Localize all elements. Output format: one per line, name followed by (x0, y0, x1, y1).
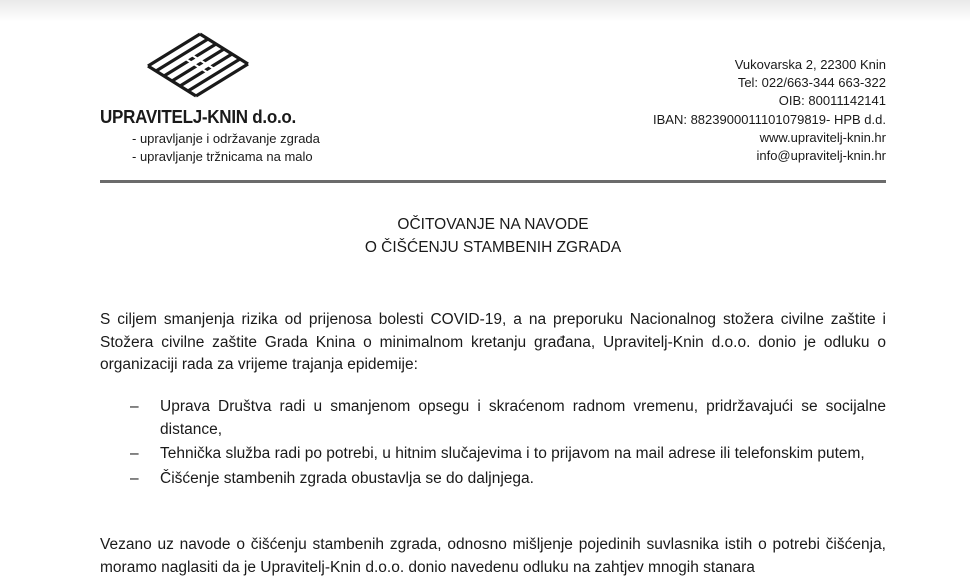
contact-block (653, 56, 886, 165)
service-line: - upravljanje i održavanje zgrada (132, 131, 320, 146)
header-divider (100, 180, 886, 183)
bullet-dash: – (130, 445, 139, 462)
contact-oib: OIB: 80011142141 (778, 93, 886, 109)
document-title (100, 213, 886, 259)
bullet-dash: – (130, 469, 139, 487)
list-item (100, 443, 886, 466)
contact-address: Vukovarska 2, 22300 Knin (734, 57, 886, 72)
list-item (100, 396, 886, 441)
company-name-suffix: d.o.o. (252, 106, 296, 127)
intro-paragraph: S ciljem smanjenja rizika od prijenosa bolesti COVID-19, a na preporuku Nacionalnog stožera civilne zaštite i Stožera civilne zaštite Grada Knina o minimalnom kretanju građana, Upravitelj-Knin d.o.o. donio je odluku o organizaciji rada za vrijeme trajanja epidemije: (100, 311, 886, 373)
company-logo-icon (140, 30, 260, 102)
contact-phone: Tel: 022/663-344 663-322 (737, 75, 886, 91)
company-name (100, 106, 296, 128)
list-item-text: Čišćenje stambenih zgrada obustavlja se do daljnjega. (160, 469, 534, 487)
document-title-line: O ČIŠĆENJU STAMBENIH ZGRADA (364, 239, 622, 256)
measures-list (100, 396, 886, 492)
service-line: - upravljanje tržnicama na malo (132, 149, 313, 164)
list-item-text: Tehnička služba radi po potrebi, u hitnim slučajevima i to prijavom na mail adrese ili telefonskim putem, (160, 445, 865, 462)
list-item (100, 468, 886, 491)
list-item-text: Uprava Društva radi u smanjenom opsegu i skraćenom radnom vremenu, pridržavajući se socijalne distance, (160, 398, 886, 438)
window-top-shade (0, 0, 970, 22)
contact-website: www.upravitelj-knin.hr (759, 129, 886, 145)
contact-email: info@upravitelj-knin.hr (756, 148, 886, 164)
document-title-line: OČITOVANJE NA NAVODE (397, 216, 589, 233)
contact-iban: IBAN: 8823900011101079819- HPB d.d. (653, 111, 886, 127)
company-services (132, 130, 320, 166)
cleaning-paragraph: Vezano uz navode o čišćenju stambenih zgrada, odnosno mišljenje pojedinih suvlasnika istih o potrebi čišćenja, moramo naglasiti da je Upravitelj-Knin d.o.o. donio navedenu odluku na zahtjev mnogih stanara (100, 536, 886, 576)
company-name-main: UPRAVITELJ-KNIN (100, 106, 248, 127)
bullet-dash: – (130, 398, 139, 415)
